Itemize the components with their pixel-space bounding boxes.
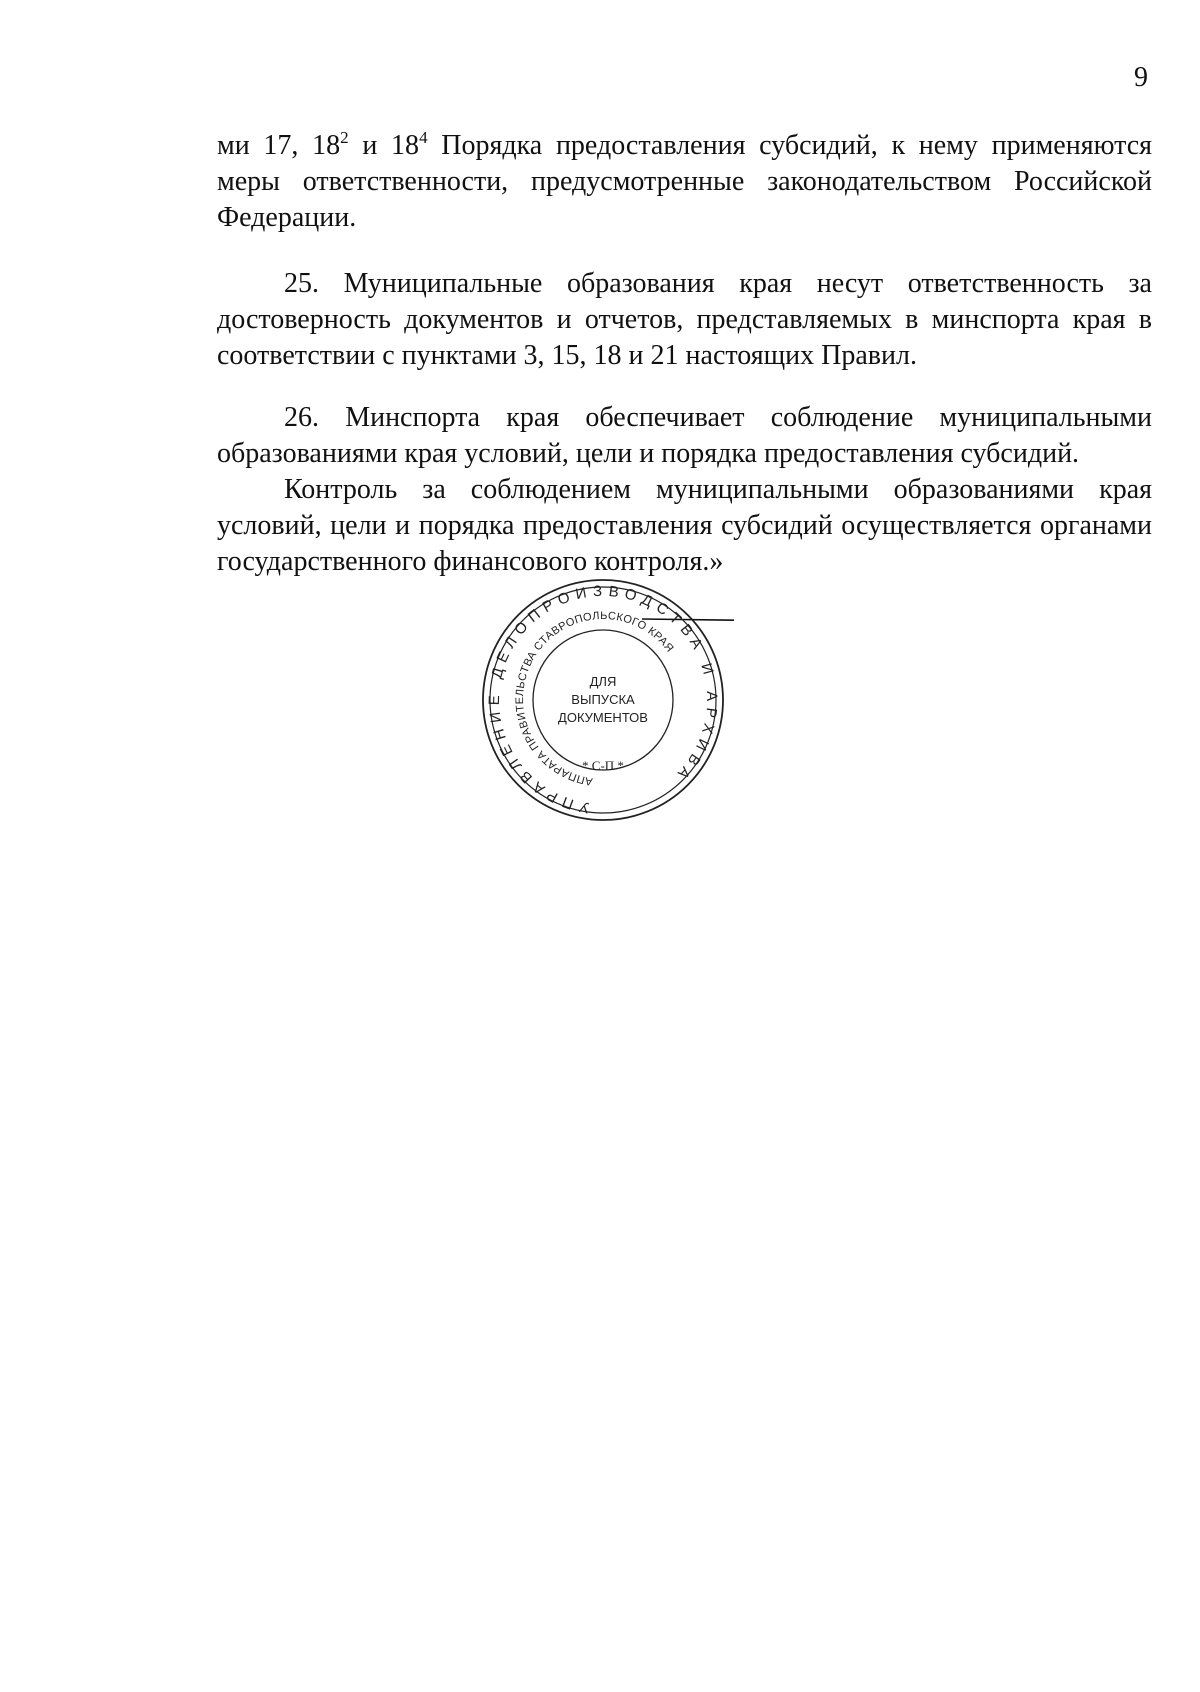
stamp-center-line-2: ВЫПУСКА	[571, 692, 635, 707]
superscript-2: 2	[340, 128, 349, 147]
official-stamp	[472, 574, 734, 826]
paragraph-continuation-rest: Порядка предоставления субсидий, к нему применяются меры ответственности, предусмотренные законодательством Российской Федерации.	[217, 130, 1153, 233]
paragraph-continuation-mid: и 18	[348, 130, 420, 161]
paragraph-control: Контроль за соблюдением муниципальными образованиями края условий, цели и порядка предоставления субсидий осуществляется органами государственного финансового контроля.»	[217, 474, 1152, 577]
stamp-inner-text: АППАРАТА ПРАВИТЕЛЬСТВА СТАВРОПОЛЬСКОГО КРАЯ	[513, 609, 676, 788]
paragraph-continuation	[217, 128, 1152, 236]
paragraph-26: 26. Минспорта края обеспечивает соблюдение муниципальными образованиями края условий, цели и порядка предоставления субсидий.	[217, 402, 1152, 469]
stamp-center-line-1: ДЛЯ	[589, 674, 617, 689]
page-number: 9	[1134, 62, 1148, 93]
stamp-outer-text: УПРАВЛЕНИЕ ДЕЛОПРОИЗВОДСТВА И АРХИВА	[485, 582, 721, 817]
superscript-4: 4	[419, 128, 428, 147]
stamp-center-line-3: ДОКУМЕНТОВ	[558, 710, 648, 725]
paragraph-continuation-start: ми 17, 18	[217, 130, 341, 161]
paragraph-25: 25. Муниципальные образования края несут ответственность за достоверность документов и отчетов, представляемых в минспорта края в соответствии с пунктами 3, 15, 18 и 21 настоящих Правил.	[217, 268, 1152, 371]
stamp-code: * С-П *	[582, 758, 624, 773]
